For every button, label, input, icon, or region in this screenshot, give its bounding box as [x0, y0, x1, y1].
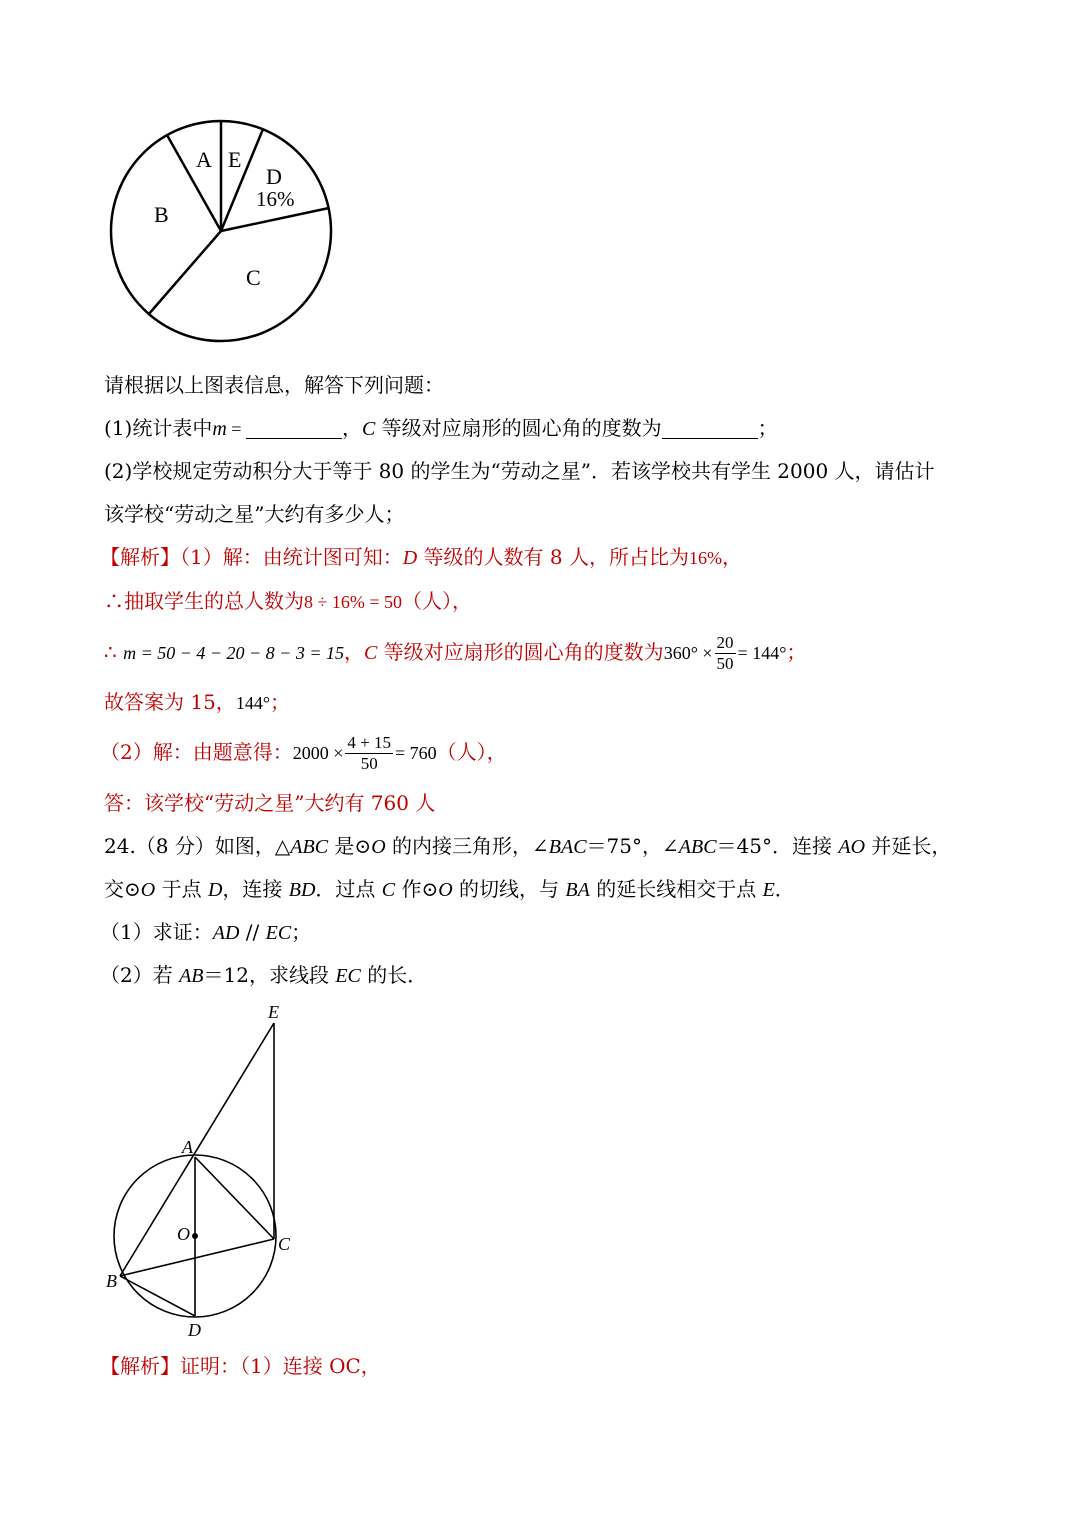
q24l2-v3: BD — [288, 879, 316, 901]
q24l2-v1: O — [140, 879, 156, 901]
sol3-end: ； — [786, 640, 807, 664]
q23-solution-line4 — [104, 688, 290, 717]
sol1-var-d: D — [402, 547, 418, 569]
q24s1-pre: （1）求证： — [100, 920, 213, 944]
sol5-fraction-num: 4 + 15 — [347, 733, 391, 752]
pie-chart — [100, 110, 350, 350]
sol3-math3: = 144° — [737, 643, 787, 663]
q24l1-t2: 的内接三角形，∠ — [385, 834, 549, 858]
pie-divider-b-a — [167, 135, 221, 231]
q24s2-t2: 的长． — [360, 963, 428, 987]
sol5-math: 2000 × — [292, 743, 344, 763]
sol1-post: 等级的人数有 8 人，所占比为 — [417, 545, 689, 569]
label-c: C — [278, 1234, 291, 1254]
q23-solution-line6: 答：该学校“劳动之星”大约有 760 人 — [104, 791, 436, 815]
label-d: D — [188, 1320, 201, 1340]
q24l2-t6: 的延长线相交于点 — [589, 877, 763, 901]
sol4-math: 144° — [235, 693, 271, 713]
q24s1-t1: // — [239, 920, 266, 944]
label-b: B — [106, 1271, 117, 1291]
sol3-math2: 360° × — [663, 643, 713, 663]
q24s2-v2: EC — [335, 965, 361, 987]
q24l2-v5: O — [438, 879, 453, 901]
q24l1-v4: ABC — [678, 836, 717, 858]
sol3-math: m = 50 − 4 − 20 − 8 − 3 = 15 — [123, 643, 344, 663]
q24l2-t2: ，连接 — [222, 877, 289, 901]
q24l2-pre: 交⊙ — [104, 877, 141, 901]
q24l2-t1: 于点 — [155, 877, 208, 901]
sol5-post: （人）， — [436, 740, 507, 764]
q24l1-v5: AO — [838, 836, 866, 858]
sol1-pre: 【解析】（1）解：由统计图可知： — [100, 545, 403, 569]
q23-sub1-mid2: 等级对应扇形的圆心角的度数为 — [375, 416, 662, 440]
pie-label-d: D — [266, 164, 282, 189]
pie-label-a: A — [196, 147, 212, 172]
sol3-mid1: ， — [343, 640, 364, 664]
geometry-figure — [100, 1000, 310, 1345]
q24s2-t1: ＝12，求线段 — [203, 963, 336, 987]
sol2-pre: ∴抽取学生的总人数为 — [104, 589, 304, 613]
q23-sub1-var-c: C — [361, 418, 376, 440]
pie-divider-c-b — [148, 231, 221, 315]
q24l1-v3: BAC — [548, 836, 587, 858]
q23-sub1-end: ； — [757, 416, 778, 440]
pie-label-b: B — [154, 202, 169, 227]
sol5-fraction — [345, 733, 393, 774]
pie-label-c: C — [246, 265, 261, 290]
q24l1-pre: 24.（8 分）如图，△ — [104, 834, 291, 858]
q24l2-t7: ． — [774, 877, 795, 901]
sol3-pre: ∴ — [104, 640, 124, 664]
q24l2-v2: D — [207, 879, 223, 901]
q24l1-t4: ＝45°．连接 — [716, 834, 839, 858]
label-e: E — [268, 1002, 279, 1022]
label-o: O — [177, 1224, 190, 1244]
sol5-math2: = 760 — [394, 743, 437, 763]
q24s1-v2: EC — [265, 922, 292, 944]
q23-sub1 — [104, 414, 778, 443]
q23-solution-line5 — [100, 728, 507, 777]
q23-sub1-pre: (1)统计表中 — [104, 416, 213, 440]
sol5-pre: （2）解：由题意得： — [100, 740, 293, 764]
pie-label-e: E — [228, 147, 242, 172]
q24l2-v7: E — [762, 879, 775, 901]
label-a: A — [182, 1137, 193, 1157]
q24-solution-tag: 【解析】 — [100, 1354, 180, 1378]
q23-sub1-eq: = — [226, 419, 246, 439]
q24-line1 — [104, 832, 951, 861]
q24s1-v1: AD — [212, 922, 240, 944]
q24-solution-text: 证明：（1）连接 OC， — [180, 1354, 381, 1378]
q24l1-v1: ABC — [290, 836, 329, 858]
q24-solution-line1 — [100, 1352, 381, 1380]
sol2-post: （人）， — [402, 589, 473, 613]
q24l2-t4: 作⊙ — [395, 877, 439, 901]
sol5-fraction-den: 50 — [360, 754, 378, 773]
q23-solution-line3 — [104, 628, 806, 677]
sol3-fraction-den: 50 — [716, 654, 734, 673]
sol1-end: ， — [721, 545, 742, 569]
q23-solution-line1 — [100, 543, 742, 572]
q23-sub2-line2: 该学校“劳动之星”大约有多少人； — [104, 502, 405, 526]
q23-sub1-var-m: m — [212, 418, 227, 440]
segment-ac — [195, 1157, 274, 1239]
q23-prompt: 请根据以上图表信息，解答下列问题： — [104, 373, 444, 397]
sol3-mid2: 等级对应扇形的圆心角的度数为 — [377, 640, 664, 664]
sol1-math: 16% — [688, 548, 722, 568]
q23-solution-line2 — [104, 587, 472, 616]
sol3-fraction-num: 20 — [716, 633, 734, 652]
q24l1-t5: 并延长， — [865, 834, 952, 858]
segment-bd — [120, 1276, 195, 1316]
sol3-var-c: C — [363, 642, 378, 664]
q23-sub1-mid1: ， — [341, 416, 362, 440]
q23-sub2-line1: (2)学校规定劳动积分大于等于 80 的学生为“劳动之星”．若该学校共有学生 2000 人，请估计 — [104, 459, 935, 483]
q24l1-t3: ＝75°，∠ — [586, 834, 679, 858]
center-point-o — [192, 1233, 198, 1239]
q24-sub2 — [100, 961, 427, 990]
q24s2-pre: （2）若 — [100, 963, 180, 987]
q24s1-t2: ； — [291, 920, 312, 944]
q24l2-t3: ．过点 — [315, 877, 382, 901]
pie-divider-d-c — [221, 208, 329, 231]
q24l2-t5: 的切线，与 — [452, 877, 566, 901]
pie-divider-e-d — [221, 129, 263, 231]
sol3-fraction — [715, 633, 736, 674]
q24-sub1 — [100, 918, 311, 947]
pie-label-d-percent: 16% — [256, 187, 295, 211]
sol2-math: 8 ÷ 16% = 50 — [304, 592, 403, 612]
q24-line2 — [104, 875, 795, 904]
answer-blank-angle[interactable] — [662, 418, 758, 439]
q24l2-v4: C — [381, 879, 396, 901]
sol4-end: ； — [270, 690, 291, 714]
q24l2-v6: BA — [565, 879, 590, 901]
q24l1-t1: 是⊙ — [328, 834, 372, 858]
sol4-pre: 故答案为 15， — [104, 690, 236, 714]
q24s2-v1: AB — [179, 965, 204, 987]
answer-blank-m[interactable] — [246, 418, 342, 439]
segment-bc — [120, 1239, 274, 1276]
q24l1-v2: O — [371, 836, 386, 858]
